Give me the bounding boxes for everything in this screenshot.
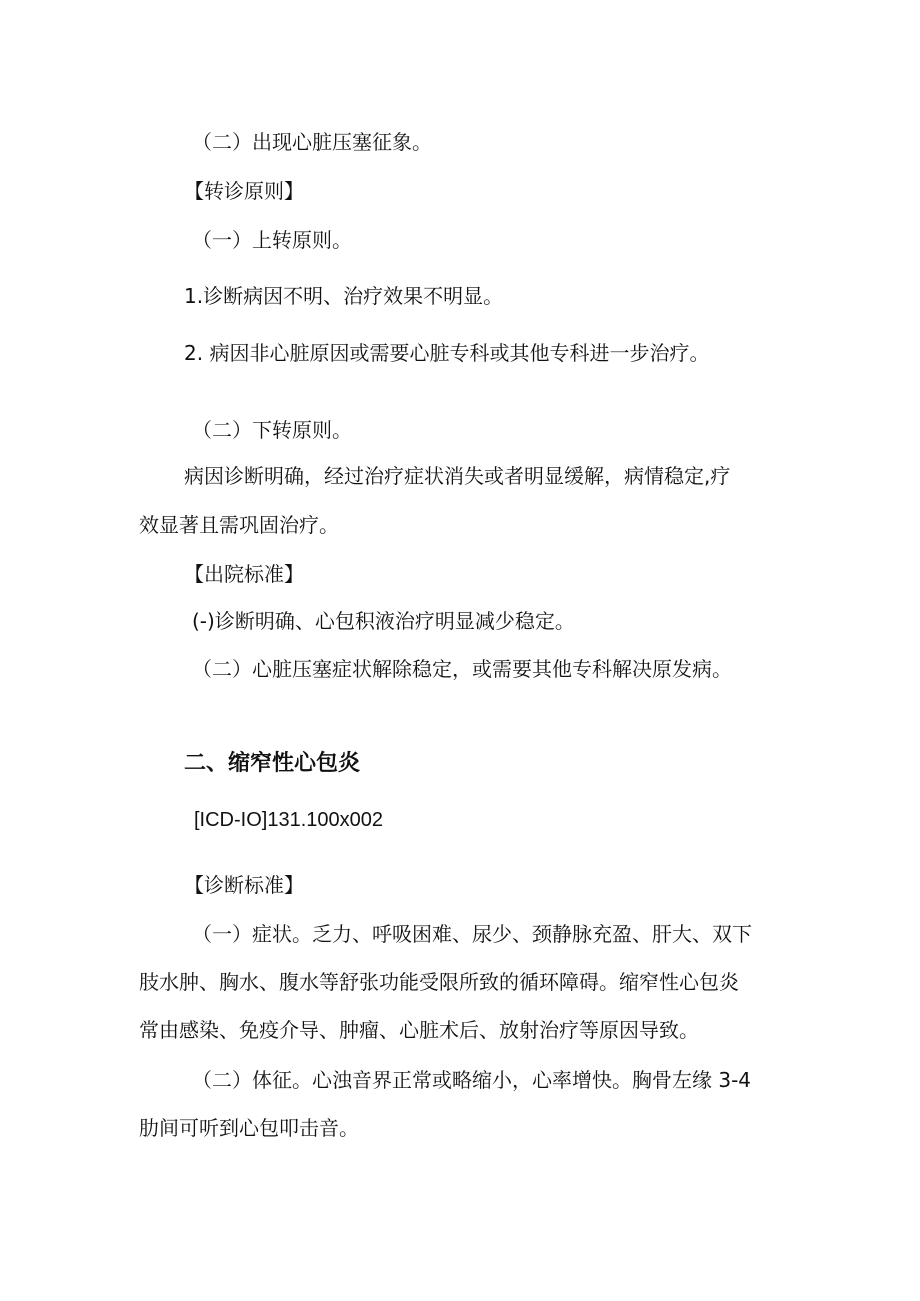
list-item-2: 2. 病因非心脏原因或需要心脏专科或其他专科进一步治疗。 (184, 341, 710, 365)
text-line-upward-referral: （一）上转原则。 (192, 228, 352, 252)
paragraph-signs-line-1: （二）体征。心浊音界正常或略缩小，心率增快。胸骨左缘 3-4 (192, 1068, 752, 1092)
text-line-downward-referral: （二）下转原则。 (192, 418, 352, 442)
section-label-referral-principles: 【转诊原则】 (184, 179, 304, 203)
text-line-cardiac-tamponade-sign: （二）出现心脏压塞征象。 (192, 130, 432, 154)
paragraph-symptoms-line-1: （一）症状。乏力、呼吸困难、尿少、颈静脉充盈、肝大、双下 (192, 922, 752, 946)
paragraph-symptoms-line-2: 肢水肿、胸水、腹水等舒张功能受限所致的循环障碍。缩窄性心包炎 (139, 970, 739, 994)
paragraph-downward-line-2: 效显著且需巩固治疗。 (139, 513, 339, 537)
section-label-discharge-criteria: 【出院标准】 (184, 562, 304, 586)
text-line-discharge-1: (-)诊断明确、心包积液治疗明显减少稳定。 (192, 609, 575, 633)
section-title: 二、缩窄性心包炎 (184, 751, 361, 776)
paragraph-symptoms-line-3: 常由感染、免疫介导、肿瘤、心脏术后、放射治疗等原因导致。 (139, 1018, 699, 1042)
text-line-discharge-2: （二）心脏压塞症状解除稳定，或需要其他专科解决原发病。 (192, 657, 732, 681)
section-label-diagnostic-criteria: 【诊断标准】 (184, 873, 304, 897)
paragraph-downward-line-1: 病因诊断明确，经过治疗症状消失或者明显缓解，病情稳定,疗 (184, 464, 731, 488)
list-item-1: 1.诊断病因不明、治疗效果不明显。 (184, 284, 504, 308)
icd-code: [ICD-IO]131.100x002 (194, 809, 383, 831)
paragraph-signs-line-2: 肋间可听到心包叩击音。 (139, 1116, 359, 1140)
